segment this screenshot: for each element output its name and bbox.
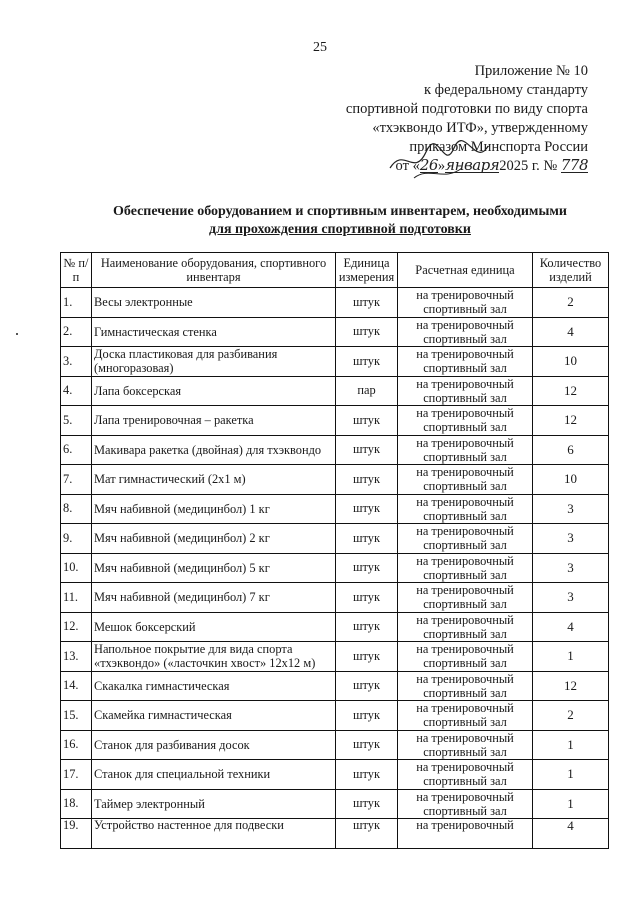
margin-dot <box>16 333 18 335</box>
table-row <box>61 288 609 318</box>
table-row <box>61 494 609 524</box>
cell-qty: 4 <box>533 612 609 642</box>
cell-calc: на тренировочный спортивный зал <box>398 789 533 819</box>
cell-qty: 3 <box>533 494 609 524</box>
table-row <box>61 583 609 613</box>
cell-num: 6. <box>61 435 92 465</box>
cell-name: Таймер электронный <box>92 789 336 819</box>
cell-calc: на тренировочный спортивный зал <box>398 376 533 406</box>
cell-unit: штук <box>336 642 398 672</box>
cell-qty: 12 <box>533 671 609 701</box>
cell-calc: на тренировочный спортивный зал <box>398 288 533 318</box>
cell-unit: штук <box>336 347 398 377</box>
table-row <box>61 789 609 819</box>
cell-calc: на тренировочный спортивный зал <box>398 317 533 347</box>
cell-calc: на тренировочный спортивный зал <box>398 730 533 760</box>
cell-num: 4. <box>61 376 92 406</box>
table-row <box>61 406 609 436</box>
date-day: 26 <box>419 156 438 174</box>
cell-calc: на тренировочный спортивный зал <box>398 494 533 524</box>
heading-line-1: Обеспечение оборудованием и спортивным инвентарем, необходимыми <box>113 204 567 219</box>
cell-calc: на тренировочный спортивный зал <box>398 671 533 701</box>
cell-unit: штук <box>336 317 398 347</box>
table-row <box>61 524 609 554</box>
header-num: № п/п <box>61 253 92 288</box>
table-header-row <box>61 253 609 288</box>
appendix-line: к федеральному стандарту <box>424 82 588 98</box>
cell-qty: 6 <box>533 435 609 465</box>
cell-unit: штук <box>336 494 398 524</box>
cell-calc: на тренировочный спортивный зал <box>398 553 533 583</box>
cell-calc: на тренировочный спортивный зал <box>398 642 533 672</box>
cell-num: 10. <box>61 553 92 583</box>
cell-num: 14. <box>61 671 92 701</box>
cell-num: 5. <box>61 406 92 436</box>
cell-calc: на тренировочный спортивный зал <box>398 760 533 790</box>
header-qty: Количество изделий <box>533 253 609 288</box>
cell-unit: штук <box>336 819 398 849</box>
cell-unit: штук <box>336 701 398 731</box>
cell-qty: 3 <box>533 553 609 583</box>
cell-calc: на тренировочный <box>398 819 533 849</box>
table-row <box>61 376 609 406</box>
cell-name: Станок для специальной техники <box>92 760 336 790</box>
header-calc: Расчетная единица <box>398 253 533 288</box>
cell-calc: на тренировочный спортивный зал <box>398 612 533 642</box>
cell-unit: штук <box>336 612 398 642</box>
cell-num: 8. <box>61 494 92 524</box>
table-row <box>61 317 609 347</box>
cell-name: Мяч набивной (медицинбол) 5 кг <box>92 553 336 583</box>
cell-unit: штук <box>336 524 398 554</box>
cell-name: Весы электронные <box>92 288 336 318</box>
appendix-line: спортивной подготовки по виду спорта <box>345 101 588 117</box>
cell-unit: штук <box>336 288 398 318</box>
cell-qty: 3 <box>533 524 609 554</box>
cell-calc: на тренировочный спортивный зал <box>398 406 533 436</box>
cell-num: 9. <box>61 524 92 554</box>
cell-num: 12. <box>61 612 92 642</box>
appendix-line: приказом Минспорта России <box>409 139 588 155</box>
cell-name: Мешок боксерский <box>92 612 336 642</box>
cell-qty: 12 <box>533 376 609 406</box>
cell-calc: на тренировочный спортивный зал <box>398 465 533 495</box>
cell-name: Устройство настенное для подвески <box>92 819 336 849</box>
cell-name: Лапа боксерская <box>92 376 336 406</box>
appendix-title: Приложение № 10 <box>474 63 588 79</box>
cell-num: 2. <box>61 317 92 347</box>
cell-unit: штук <box>336 760 398 790</box>
cell-calc: на тренировочный спортивный зал <box>398 524 533 554</box>
cell-calc: на тренировочный спортивный зал <box>398 583 533 613</box>
cell-calc: на тренировочный спортивный зал <box>398 347 533 377</box>
cell-name: Скакалка гимнастическая <box>92 671 336 701</box>
cell-qty: 2 <box>533 288 609 318</box>
equipment-table <box>60 252 609 849</box>
cell-qty: 4 <box>533 819 609 849</box>
order-number: 778 <box>560 156 588 174</box>
table-row <box>61 671 609 701</box>
cell-name: Макивара ракетка (двойная) для тхэквондо <box>92 435 336 465</box>
cell-num: 17. <box>61 760 92 790</box>
date-year: 2025 г. № <box>499 158 558 174</box>
cell-name: Мат гимнастический (2х1 м) <box>92 465 336 495</box>
cell-unit: штук <box>336 583 398 613</box>
cell-qty: 1 <box>533 760 609 790</box>
cell-qty: 1 <box>533 730 609 760</box>
date-prefix: от « <box>395 158 420 174</box>
table-row <box>61 347 609 377</box>
table-row <box>61 760 609 790</box>
cell-unit: штук <box>336 406 398 436</box>
cell-name: Напольное покрытие для вида спорта «тхэквондо» («ласточкин хвост» 12х12 м) <box>92 642 336 672</box>
cell-name: Мяч набивной (медицинбол) 7 кг <box>92 583 336 613</box>
cell-unit: штук <box>336 465 398 495</box>
cell-name: Скамейка гимнастическая <box>92 701 336 731</box>
table-row <box>61 730 609 760</box>
page-number: 25 <box>313 40 327 55</box>
heading-line-2: для прохождения спортивной подготовки <box>209 222 471 237</box>
table-row <box>61 612 609 642</box>
table-row <box>61 819 609 849</box>
cell-num: 15. <box>61 701 92 731</box>
cell-num: 19. <box>61 819 92 849</box>
cell-unit: штук <box>336 789 398 819</box>
cell-qty: 3 <box>533 583 609 613</box>
cell-calc: на тренировочный спортивный зал <box>398 701 533 731</box>
cell-qty: 2 <box>533 701 609 731</box>
table-row <box>61 465 609 495</box>
header-name: Наименование оборудования, спортивного инвентаря <box>92 253 336 288</box>
cell-num: 1. <box>61 288 92 318</box>
cell-num: 11. <box>61 583 92 613</box>
cell-num: 13. <box>61 642 92 672</box>
cell-num: 7. <box>61 465 92 495</box>
cell-name: Гимнастическая стенка <box>92 317 336 347</box>
cell-num: 18. <box>61 789 92 819</box>
table-row <box>61 553 609 583</box>
cell-qty: 4 <box>533 317 609 347</box>
cell-qty: 1 <box>533 789 609 819</box>
table-row <box>61 701 609 731</box>
document-heading <box>40 203 640 239</box>
date-mid: » <box>437 158 446 174</box>
cell-num: 3. <box>61 347 92 377</box>
cell-unit: пар <box>336 376 398 406</box>
appendix-line: «тхэквондо ИТФ», утвержденному <box>372 120 588 136</box>
date-month: января <box>445 156 500 174</box>
cell-qty: 1 <box>533 642 609 672</box>
cell-name: Станок для разбивания досок <box>92 730 336 760</box>
cell-name: Лапа тренировочная – ракетка <box>92 406 336 436</box>
header-unit: Единица измерения <box>336 253 398 288</box>
cell-calc: на тренировочный спортивный зал <box>398 435 533 465</box>
cell-qty: 12 <box>533 406 609 436</box>
cell-unit: штук <box>336 730 398 760</box>
cell-unit: штук <box>336 435 398 465</box>
table-row <box>61 642 609 672</box>
cell-unit: штук <box>336 671 398 701</box>
cell-num: 16. <box>61 730 92 760</box>
cell-name: Доска пластиковая для разбивания (многоразовая) <box>92 347 336 377</box>
signature-scribble <box>384 138 494 184</box>
cell-unit: штук <box>336 553 398 583</box>
table-row <box>61 435 609 465</box>
cell-name: Мяч набивной (медицинбол) 2 кг <box>92 524 336 554</box>
cell-qty: 10 <box>533 347 609 377</box>
cell-name: Мяч набивной (медицинбол) 1 кг <box>92 494 336 524</box>
cell-qty: 10 <box>533 465 609 495</box>
